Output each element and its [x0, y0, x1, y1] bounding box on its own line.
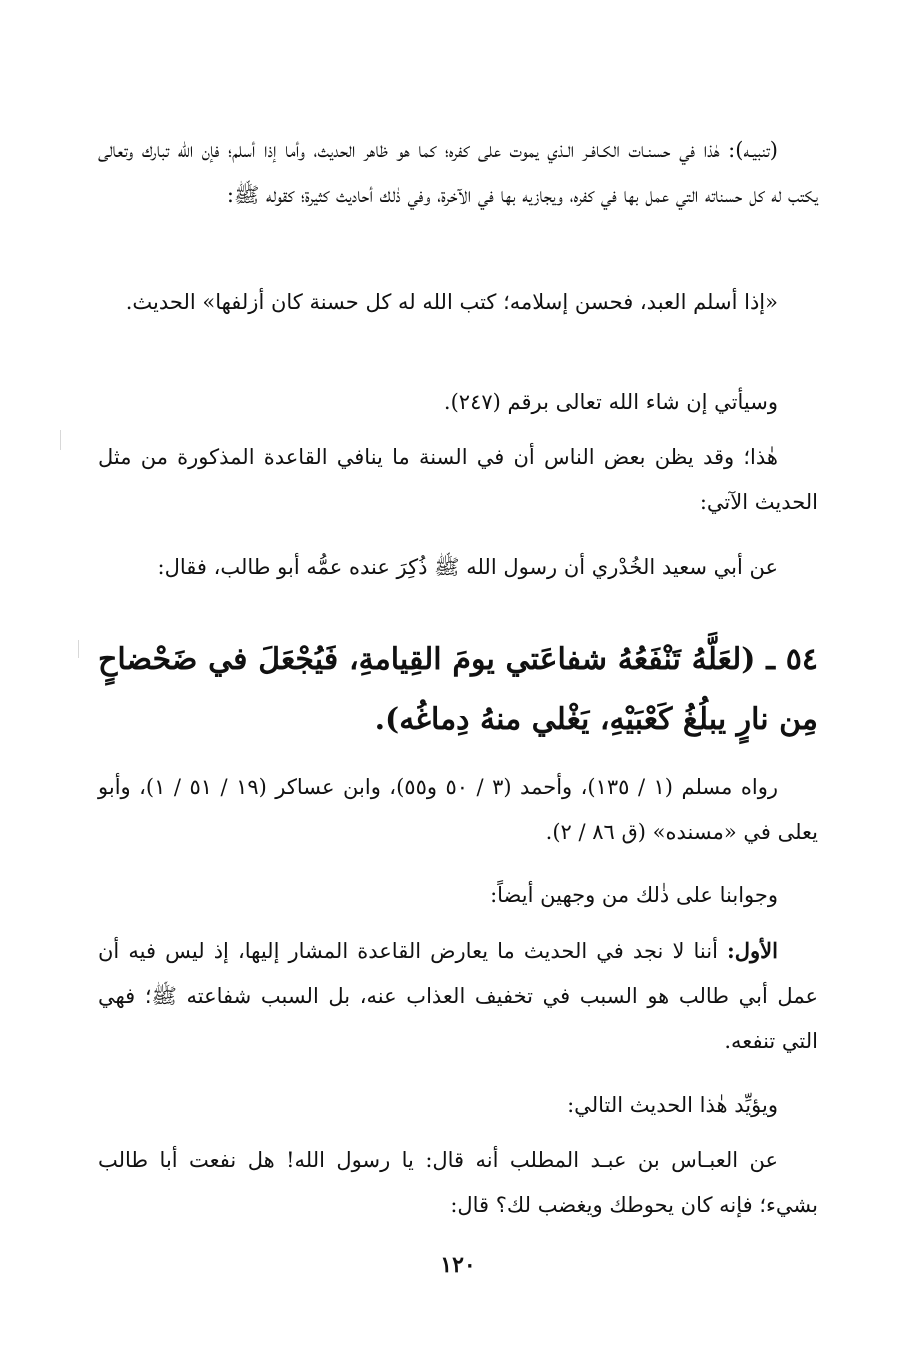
abbas-narration-paragraph: عن العبـاس بن عبـد المطلب أنه قال: يا رسول الله! هل نفعت أبا طالب بشيء؛ فإنه كان يحوطك ويغضب لك؟ قال: [98, 1148, 818, 1217]
narration-intro-paragraph: عن أبي سعيد الخُدْري أن رسول الله ﷺ ذُكِرَ عنده عمُّه أبو طالب، فقال: [157, 555, 778, 579]
first-answer-text: أننا لا نجد في الحديث ما يعارض القاعدة المشار إليها، إذ ليس فيه أن عمل أبي طالب هو السبب في تخفيف العذاب عنه، بل السبب شفاعته ﷺ؛ فهي التي تنفعه. [98, 939, 818, 1053]
objection-paragraph: هٰذا؛ وقد يظن بعض الناس أن في السنة ما ينافي القاعدة المذكورة من مثل الحديث الآتي: [98, 445, 818, 514]
page-number: ١٢٠ [440, 1252, 476, 1278]
scan-speck [60, 430, 61, 450]
scan-speck [78, 640, 79, 658]
cross-reference-paragraph: وسيأتي إن شاء الله تعالى برقم (٢٤٧). [443, 390, 778, 414]
sources-paragraph: رواه مسلم (١ / ١٣٥)، وأحمد (٣ / ٥٠ و٥٥)، وابن عساكر (١٩ / ٥١ / ١)، وأبو يعلى في «مسنده» (ق ٨٦ / ٢). [98, 775, 818, 844]
support-paragraph: ويؤيِّد هٰذا الحديث التالي: [567, 1093, 778, 1117]
note-paragraph: (تنبيـه): هٰذا في حسنـات الكـافـر الـذي يموت على كفره؛ كما هو ظاهر الحديث، وأما إذا أسلم؛ فإن الله تبارك وتعالى يكتب له كل حسناته التي عمل بها في كفره، ويجازيه بها في الآخرة، وفي ذٰلك أحاديث كثيرة؛ كقوله ﷺ: [98, 138, 818, 207]
hadith-54-title: ٥٤ ـ (لعَلَّهُ تَنْفَعُهُ شفاعَتي يومَ القِيامةِ، فَيُجْعَلَ في ضَحْضاحٍ مِن نارٍ يبلُغُ كَعْبَيْهِ، يَغْلي منهُ دِماغُه). [98, 642, 818, 737]
first-answer-label: الأول: [727, 938, 778, 963]
answer-intro-paragraph: وجوابنا على ذٰلك من وجهين أيضاً: [490, 883, 778, 907]
first-answer-paragraph [98, 928, 818, 1064]
quoted-hadith-paragraph: «إذا أسلم العبد، فحسن إسلامه؛ كتب الله له كل حسنة كان أزلفها» الحديث. [125, 290, 778, 314]
